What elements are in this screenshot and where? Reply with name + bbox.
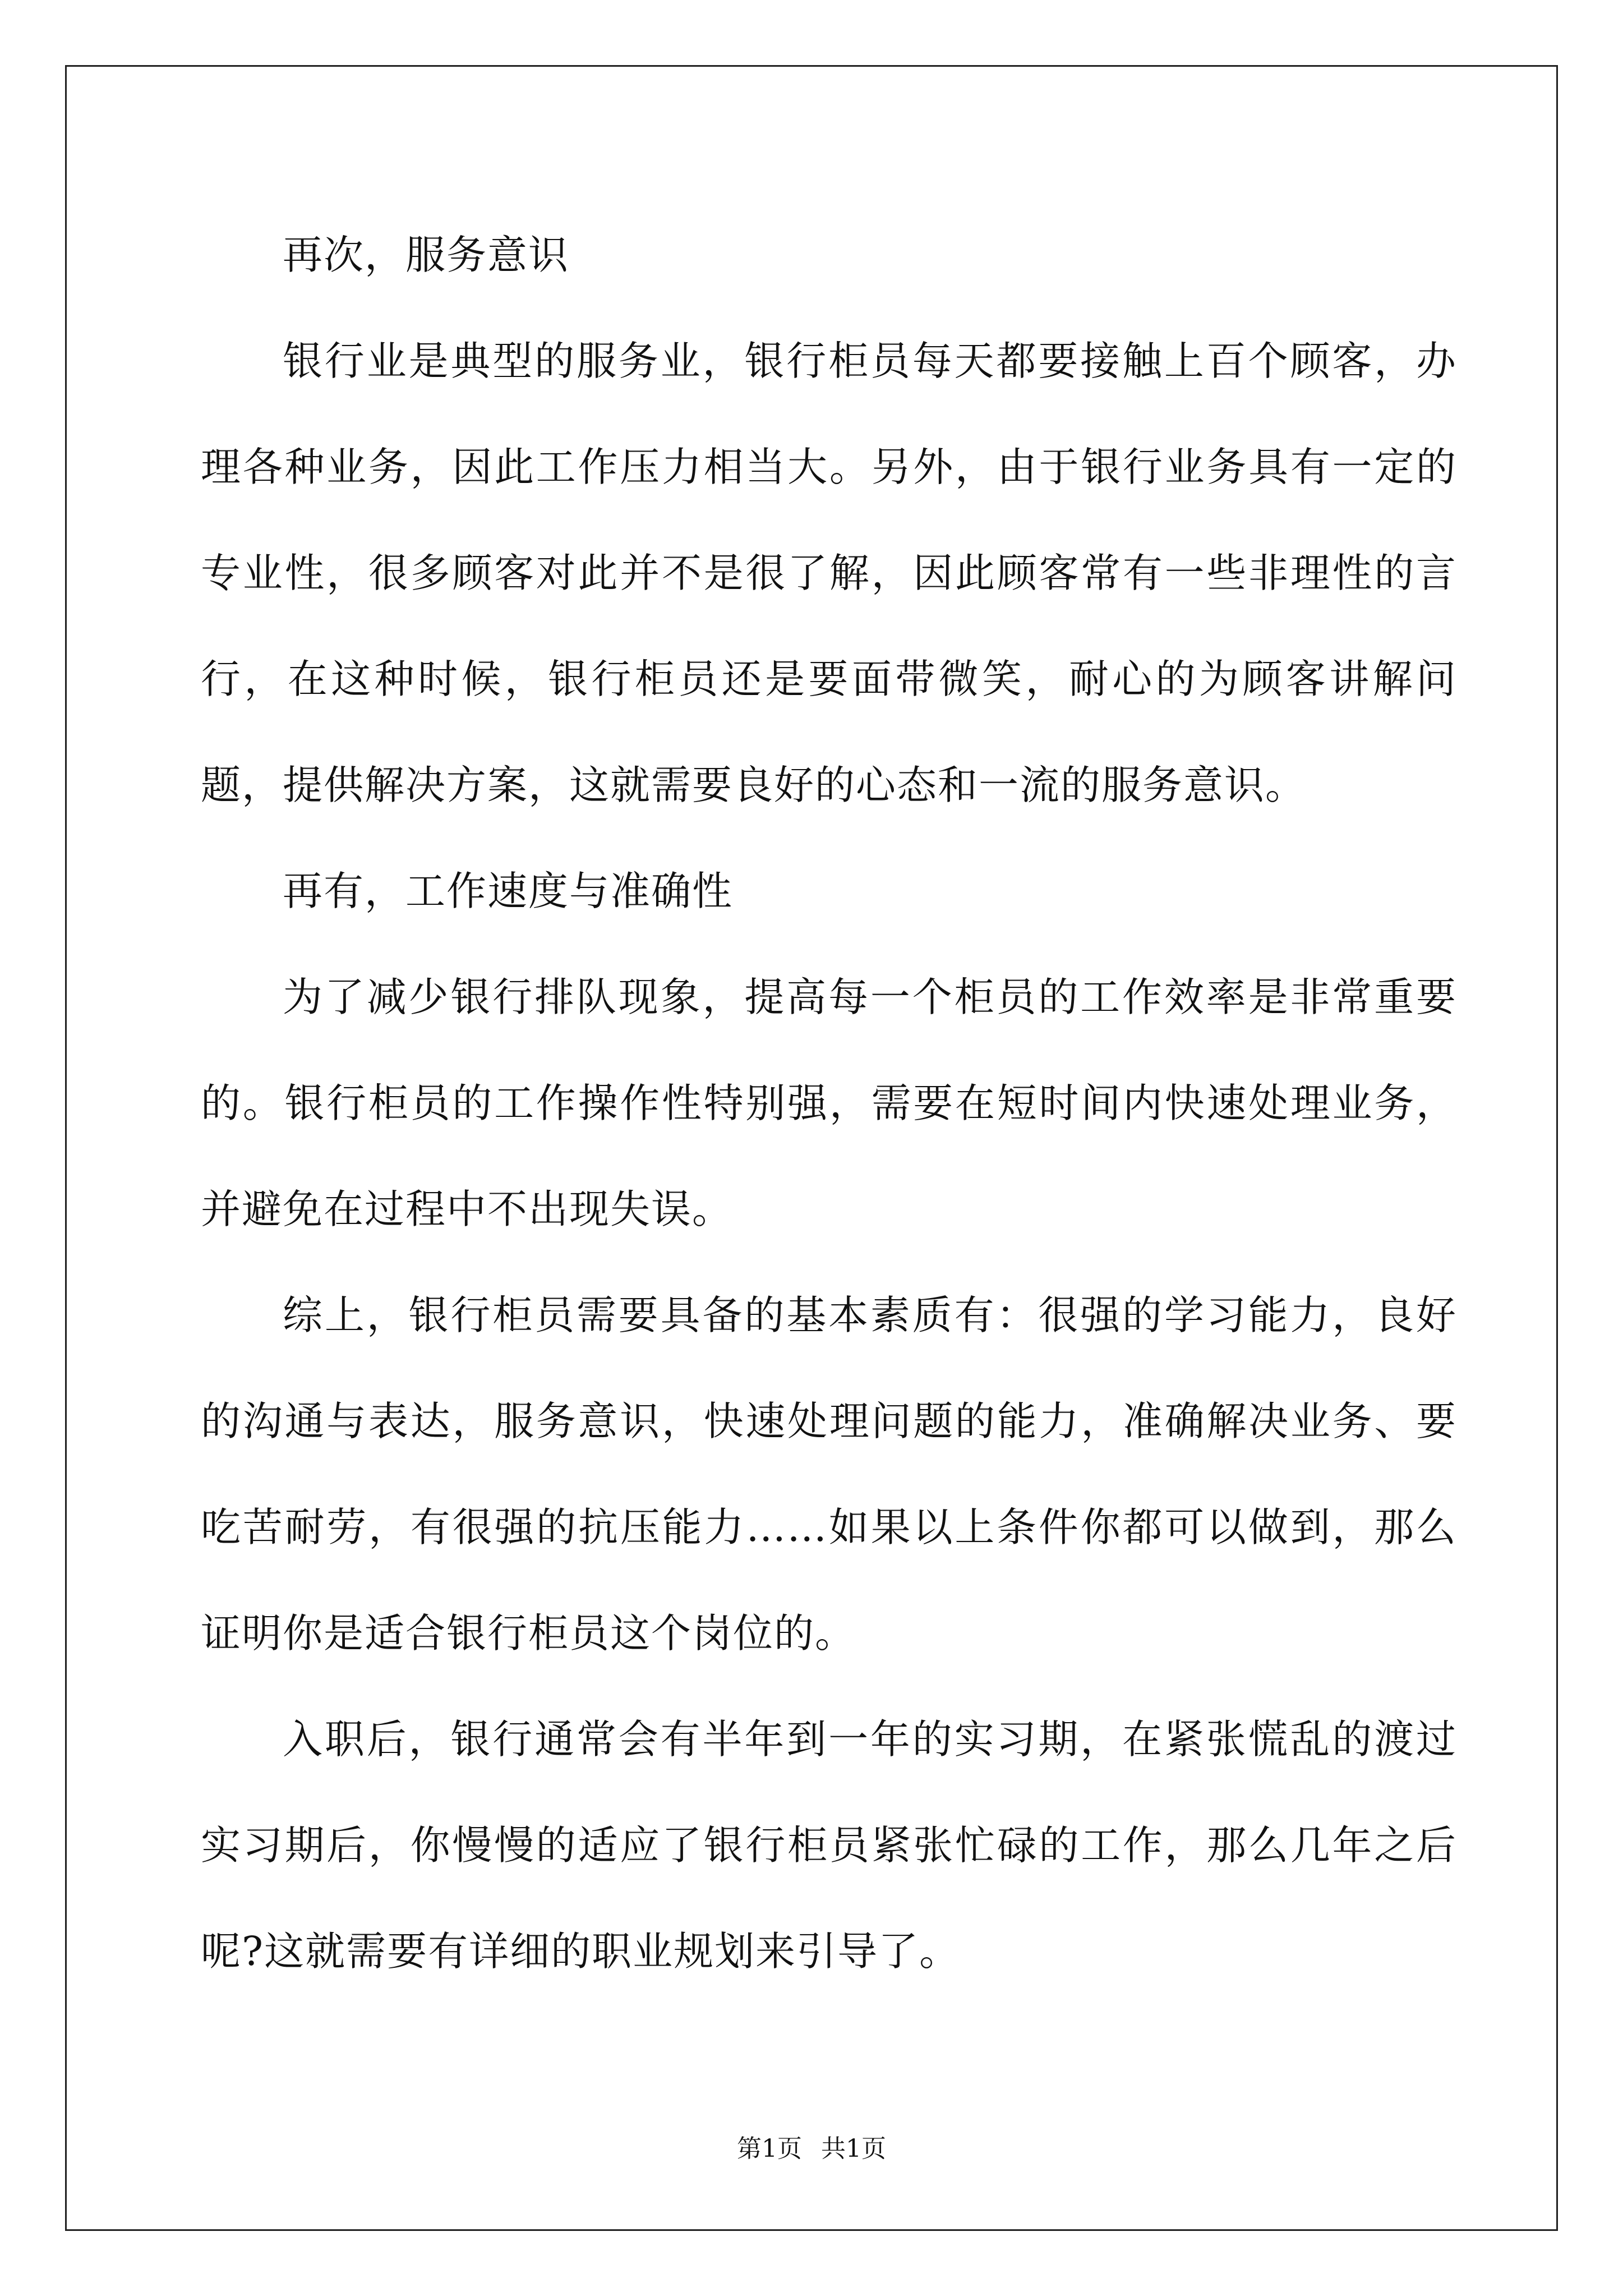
paragraph-summary: 综上，银行柜员需要具备的基本素质有：很强的学习能力，良好的沟通与表达，服务意识，快速处理问题的能力，准确解决业务、要吃苦耐劳，有很强的抗压能力……如果以上条件你都可以做到，那么证明你是适合银行柜员这个岗位的。 — [201, 1292, 1457, 1657]
paragraph-service: 银行业是典型的服务业，银行柜员每天都要接触上百个顾客，办理各种业务，因此工作压力相当大。另外，由于银行业务具有一定的专业性，很多顾客对此并不是很了解，因此顾客常有一些非理性的言行，在这种时候，银行柜员还是要面带微笑，耐心的为顾客讲解问题，提供解决方案，这就需要良好的心态和一流的服务意识。 — [201, 338, 1457, 808]
paragraph-speed: 为了减少银行排队现象，提高每一个柜员的工作效率是非常重要的。银行柜员的工作操作性特别强，需要在短时间内快速处理业务，并避免在过程中不出现失误。 — [201, 974, 1457, 1232]
section-heading-speed: 再有，工作速度与准确性 — [283, 868, 734, 914]
section-heading-service: 再次，服务意识 — [283, 232, 570, 278]
document-body — [201, 202, 1457, 2004]
page-footer — [0, 2128, 1623, 2164]
page-number-current: 第1页 — [737, 2134, 802, 2163]
page-number-total: 共1页 — [821, 2134, 886, 2163]
paragraph-career: 入职后，银行通常会有半年到一年的实习期，在紧张慌乱的渡过实习期后，你慢慢的适应了银行柜员紧张忙碌的工作，那么几年之后呢?这就需要有详细的职业规划来引导了。 — [201, 1716, 1457, 1975]
